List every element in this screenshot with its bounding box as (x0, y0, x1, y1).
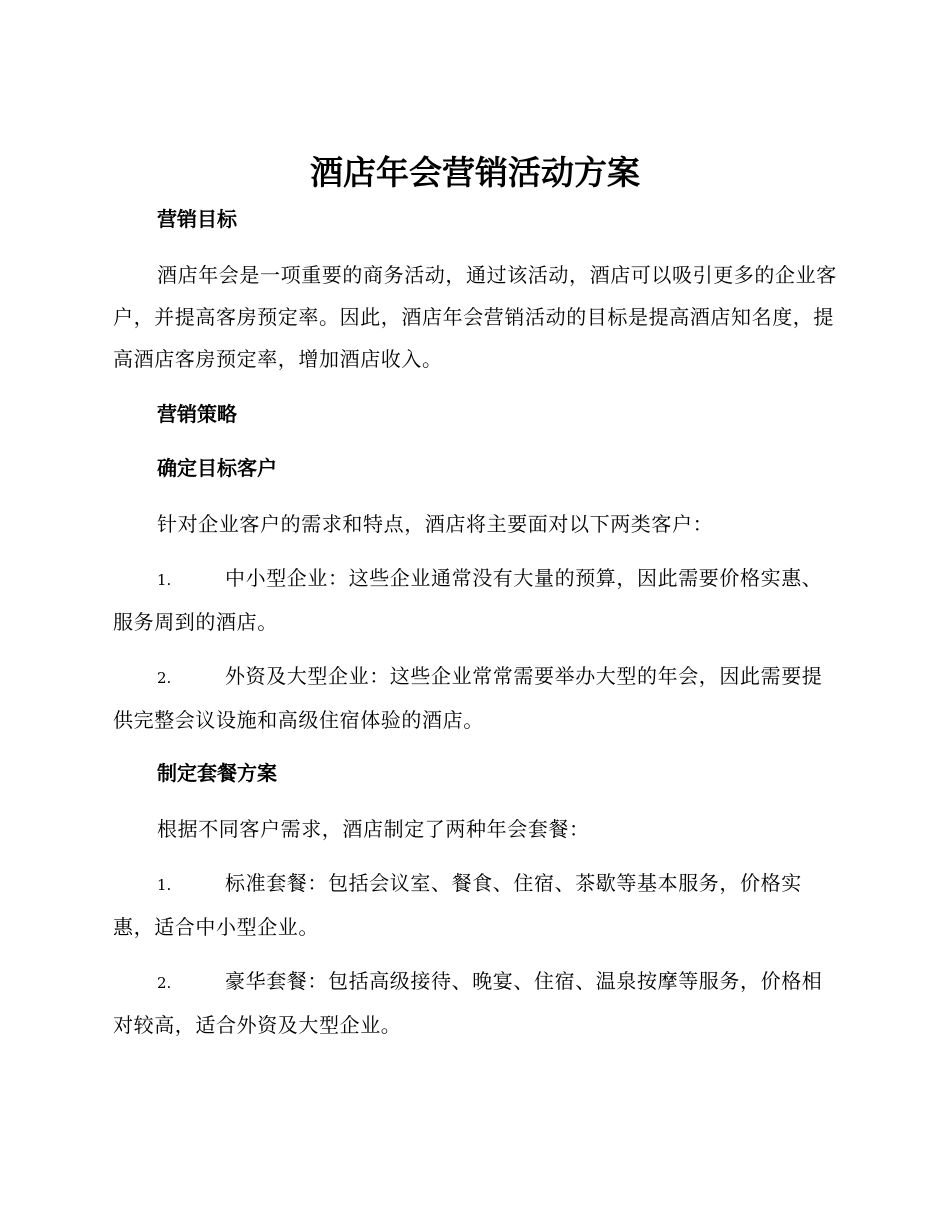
list-item-number: 2. (157, 974, 172, 992)
list-item-text: 豪华套餐：包括高级接待、晚宴、住宿、温泉按摩等服务，价格相对较高，适合外资及大型企业。 (113, 969, 823, 1037)
list-item (113, 655, 837, 741)
section-heading-package: 制定套餐方案 (157, 761, 277, 785)
list-item-number: 1. (157, 571, 172, 589)
paragraph-goal: 酒店年会是一项重要的商务活动，通过该活动，酒店可以吸引更多的企业客户，并提高客房预定率。因此，酒店年会营销活动的目标是提高酒店知名度，提高酒店客房预定率，增加酒店收入。 (113, 263, 837, 371)
section-heading-strategy: 营销策略 (157, 402, 237, 426)
list-item-text: 标准套餐：包括会议室、餐食、住宿、茶歇等基本服务，价格实惠，适合中小型企业。 (113, 871, 802, 939)
list-item-number: 1. (157, 876, 172, 894)
list-item-text: 外资及大型企业：这些企业常常需要举办大型的年会，因此需要提供完整会议设施和高级住宿体验的酒店。 (113, 664, 823, 732)
section-heading-target: 确定目标客户 (157, 456, 277, 480)
list-item (113, 862, 837, 948)
page-title: 酒店年会营销活动方案 (310, 153, 640, 192)
list-item (113, 960, 837, 1046)
section-heading-goal: 营销目标 (157, 207, 237, 231)
list-item-number: 2. (157, 669, 172, 687)
list-item (113, 557, 837, 643)
list-item-text: 中小型企业：这些企业通常没有大量的预算，因此需要价格实惠、服务周到的酒店。 (113, 566, 823, 634)
paragraph-package-intro: 根据不同客户需求，酒店制定了两种年会套餐： (157, 817, 590, 841)
paragraph-target-intro: 针对企业客户的需求和特点，酒店将主要面对以下两类客户： (157, 512, 714, 536)
